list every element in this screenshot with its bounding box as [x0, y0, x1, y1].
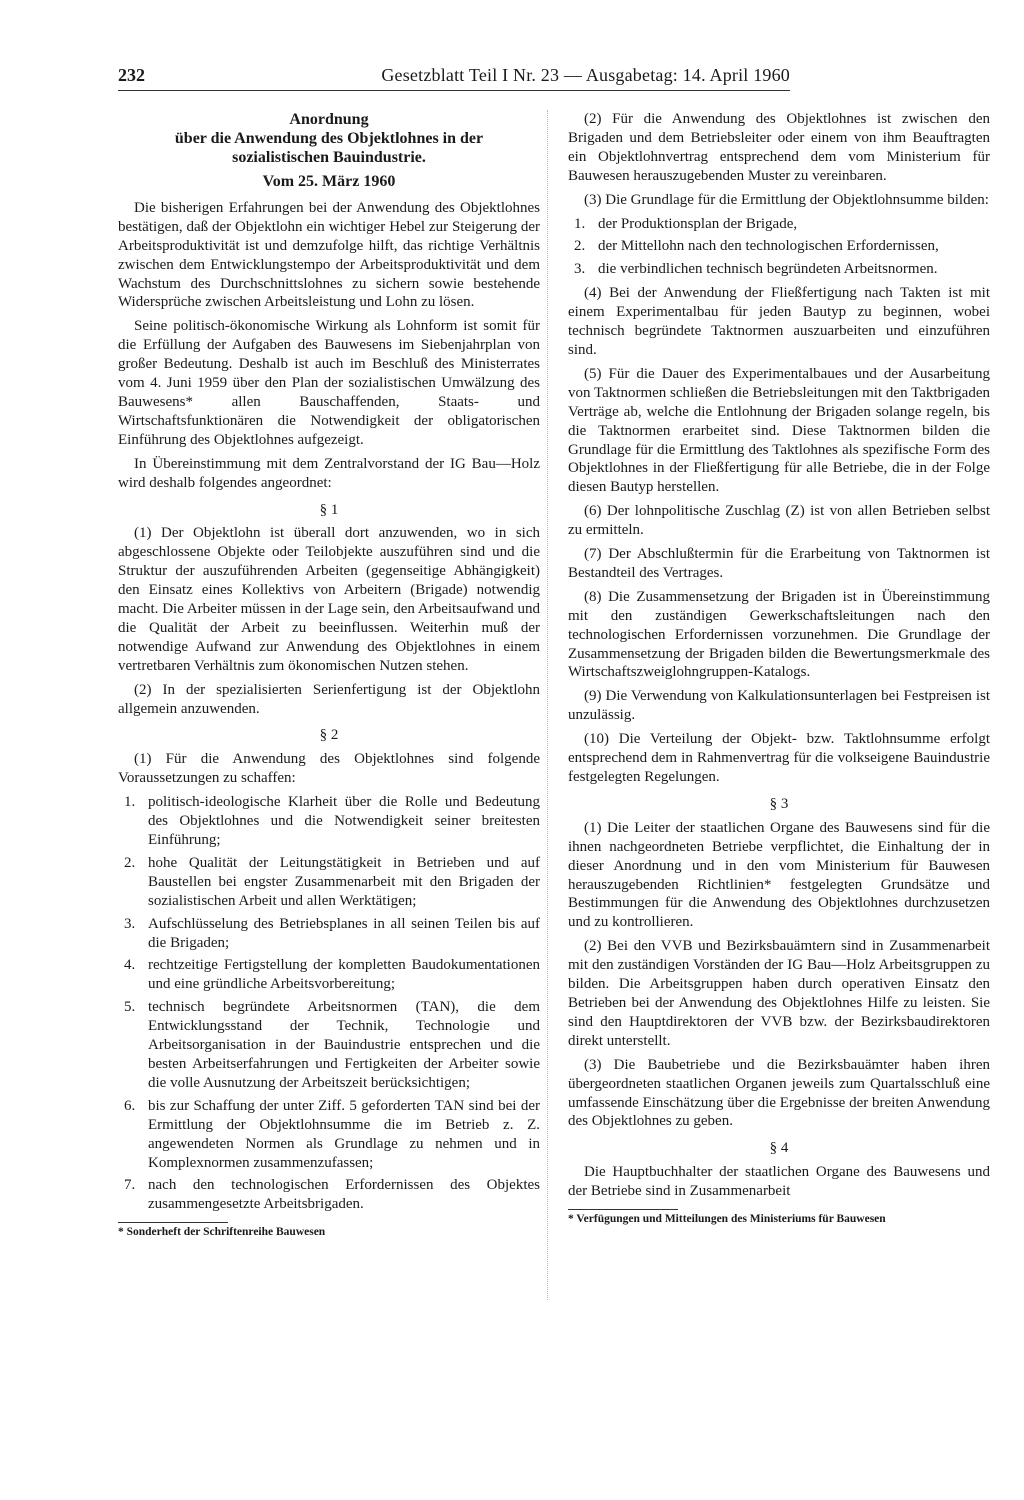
section-paragraph: (4) Bei der Anwendung der Fließfertigung nach Takten ist mit einem Experimentalbau für jeden Bautyp zu beginnen, wobei technisch begründete Taktnormen auszuarbeiten und einzuführen sind.: [568, 285, 990, 358]
section-paragraph: Die Hauptbuchhalter der staatlichen Organe des Bauwesens und der Betriebe sind in Zusammenarbeit: [568, 1164, 990, 1200]
list-text: der Produktionsplan der Brigade,: [598, 215, 798, 232]
list-text: nach den technologischen Erfordernissen des Objektes zusammengesetzte Arbeitsbrigaden.: [148, 1177, 540, 1213]
footnote: * Verfügungen und Mitteilungen des Ministeriums für Bauwesen: [568, 1213, 886, 1226]
section-heading-1: § 1: [319, 501, 339, 518]
list-number: 2.: [124, 854, 136, 871]
section-paragraph: (9) Die Verwendung von Kalkulationsunterlagen bei Festpreisen ist unzulässig.: [568, 688, 990, 724]
ordinance-date: Vom 25. März 1960: [262, 173, 396, 190]
list-text: rechtzeitige Fertigstellung der kompletten Baudokumentationen und eine gründliche Arbeitsvorbereitung;: [148, 957, 540, 993]
list-text: technisch begründete Arbeitsnormen (TAN), die dem Entwicklungsstand der Technik, Technologie und Arbeitsorganisation in der Bauindustrie entsprechen und die besten Arbeitserfahrungen und Fertigkeiten der Arbeiter sowie die volle Ausnutzung der Arbeitszeit berücksichtigen;: [148, 999, 540, 1091]
list-number: 6.: [124, 1097, 136, 1114]
list-text: bis zur Schaffung der unter Ziff. 5 geforderten TAN sind bei der Ermittlung der Objektlohnsumme die im Betrieb z. Z. angewendeten Normen als Grundlage zu nehmen und in Komplexnormen zusammenzufassen;: [148, 1097, 540, 1171]
list-item: [118, 998, 540, 1093]
section-paragraph: (2) Bei den VVB und Bezirksbauämtern sind in Zusammenarbeit mit den zuständigen Vorständen der IG Bau—Holz Arbeitsgruppen zu bilden. Die Arbeitsgruppen haben durch operativen Einsatz den Betrieben bei der Anwendung des Objektlohnes Hilfe zu leisten. Sie sind den Hauptdirektoren der VVB bzw. der Bezirksbaudirektoren direkt unterstellt.: [568, 938, 990, 1049]
footnote: * Sonderheft der Schriftenreihe Bauwesen: [118, 1226, 326, 1239]
list-number: 1.: [124, 794, 136, 811]
list-item: [118, 1097, 540, 1173]
section-paragraph: (1) Der Objektlohn ist überall dort anzuwenden, wo in sich abgeschlossene Objekte oder Teilobjekte auszuführen sind und die Struktur der auszuführenden Arbeiten (gegenseitige Abhängigkeit) den Einsatz eines Kollektivs von Arbeitern (Brigade) notwendig macht. Die Arbeiter müssen in der Lage sein, den Arbeitsaufwand und die Qualität der Arbeit zu beeinflussen. Weiterhin muß der notwendige Aufwand zur Anwendung des Objektlohnes in einem vertretbaren Verhältnis zum ökonomischen Nutzen stehen.: [118, 525, 540, 674]
section-paragraph: (10) Die Verteilung der Objekt- bzw. Taktlohnsumme erfolgt entsprechend dem in Rahmenvertrag für die volkseigene Bauindustrie festgelegten Regelungen.: [568, 731, 990, 785]
list-text: die verbindlichen technisch begründeten Arbeitsnormen.: [598, 261, 938, 278]
section-paragraph: (3) Die Baubetriebe und die Bezirksbauämter haben ihren übergeordneten staatlichen Organen jeweils zum Quartalsschluß eine umfassende Einschätzung über die Ergebnisse der breiten Anwendung des Objektlohnes zu geben.: [568, 1056, 990, 1130]
ordinance-title: [118, 110, 540, 167]
section-paragraph: (1) Die Leiter der staatlichen Organe des Bauwesens sind für die ihnen nachgeordneten Betriebe verpflichtet, die Einhaltung der in dieser Anordnung und in den vom Ministerium für Bauwesen herauszugebenden Richtlinien* festgelegten Grundsätze und Bestimmungen für die Anwendung des Objektlohnes durchzusetzen und zu kontrollieren.: [568, 819, 990, 931]
list-item: [118, 1176, 540, 1214]
section-heading-3: § 3: [769, 795, 789, 812]
title-line: Anordnung: [289, 111, 369, 128]
title-line: über die Anwendung des Objektlohnes in der: [174, 130, 484, 147]
section-paragraph: (8) Die Zusammensetzung der Brigaden ist in Übereinstimmung mit den zuständigen Gewerkschaftsleitungen nach den technologischen Erfordernissen vorzunehmen. Die Grundlage der Zusammensetzung der Brigaden bilden die Bewertungsmerkmale des Wirtschaftszweiglohngruppen-Katalogs.: [568, 588, 990, 681]
right-column: [568, 110, 990, 1226]
section-paragraph: (3) Die Grundlage für die Ermittlung der Objektlohnsumme bilden:: [584, 191, 989, 208]
basis-list: [568, 215, 990, 280]
list-item: [568, 237, 990, 256]
list-item: [118, 793, 540, 850]
title-line: sozialistischen Bauindustrie.: [232, 149, 426, 166]
list-number: 3.: [574, 261, 586, 278]
list-number: 7.: [124, 1177, 136, 1194]
section-paragraph: (2) In der spezialisierten Serienfertigung ist der Objektlohn allgemein anzuwenden.: [118, 681, 540, 717]
page-number: 232: [118, 65, 145, 85]
list-number: 5.: [124, 999, 136, 1016]
section-paragraph: (5) Für die Dauer des Experimentalbaues und der Ausarbeitung von Taktnormen schließen die Betriebsleitungen mit den Taktbrigaden Verträge ab, welche die Entlohnung der Brigaden solange regeln, bis die Taktnormen erarbeitet sind. Diese Taktnormen bilden die Grundlage für die Ermittlung des Taktlohnes als spezifische Form des Objektlohnes in der Fließfertigung für alle Betriebe, die in der Folge diesen Bautyp herstellen.: [568, 365, 990, 496]
list-number: 3.: [124, 915, 136, 932]
preamble-paragraph: Die bisherigen Erfahrungen bei der Anwendung des Objektlohnes bestätigen, daß der Objektlohn ein wichtiger Hebel zur Steigerung der Arbeitsproduktivität ist und demzufolge hilft, das richtige Verhältnis zwischen dem Entwicklungstempo der Arbeitsproduktivität und dem Wachstum des Durchschnittslohnes zu sichern sowie bestehende Widersprüche zwischen Arbeitsleistung und Lohn zu lösen.: [118, 199, 540, 311]
list-item: [118, 956, 540, 994]
list-text: politisch-ideologische Klarheit über die Rolle und Bedeutung des Objektlohnes und die Notwendigkeit seiner breitesten Einführung;: [148, 794, 540, 848]
list-item: [568, 215, 990, 234]
section-paragraph: (7) Der Abschlußtermin für die Erarbeitung von Taktnormen ist Bestandteil des Vertrages.: [568, 546, 990, 581]
section-paragraph: (6) Der lohnpolitische Zuschlag (Z) ist von allen Betrieben selbst zu ermitteln.: [568, 503, 990, 539]
list-item: [118, 915, 540, 953]
list-item: [118, 854, 540, 911]
footnote-rule: [118, 1222, 228, 1223]
preamble-paragraph: Seine politisch-ökonomische Wirkung als Lohnform ist somit für die Erfüllung der Aufgaben des Bauwesens im Siebenjahrplan von großer Bedeutung. Deshalb ist auch im Beschluß des Ministerrates vom 4. Juni 1959 über den Plan der sozialistischen Umwälzung des Bauwesens* allen Bauschaffenden, Staats- und Wirtschaftsfunktionären die Notwendigkeit der obligatorischen Einführung des Objektlohnes aufgezeigt.: [118, 318, 540, 448]
list-text: der Mittellohn nach den technologischen Erfordernissen,: [598, 238, 939, 255]
prerequisites-list: [118, 793, 540, 1214]
left-column: [118, 110, 540, 1239]
section-paragraph: (1) Für die Anwendung des Objektlohnes sind folgende Voraussetzungen zu schaffen:: [118, 751, 540, 787]
list-text: hohe Qualität der Leitungstätigkeit in Betrieben und auf Baustellen bei engster Zusammenarbeit mit den Brigaden der sozialistischen Arbeit und allen Werktätigen;: [148, 854, 540, 909]
footnote-rule: [568, 1209, 678, 1210]
list-number: 1.: [574, 215, 586, 232]
column-divider: [547, 110, 548, 1300]
preamble-paragraph: In Übereinstimmung mit dem Zentralvorstand der IG Bau—Holz wird deshalb folgendes angeordnet:: [118, 455, 540, 491]
list-item: [568, 260, 990, 279]
section-heading-2: § 2: [319, 727, 339, 744]
gazette-title: Gesetzblatt Teil I Nr. 23 — Ausgabetag: 14. April 1960: [381, 65, 790, 85]
page-header: [118, 64, 790, 91]
list-number: 4.: [124, 957, 136, 974]
section-paragraph: (2) Für die Anwendung des Objektlohnes ist zwischen den Brigaden und dem Betriebsleiter oder einem von ihm Beauftragten ein Objektlohnvertrag entsprechend dem vom Ministerium für Bauwesen herauszugebenden Muster zu vereinbaren.: [568, 111, 990, 184]
list-number: 2.: [574, 238, 586, 255]
list-text: Aufschlüsselung des Betriebsplanes in all seinen Teilen bis auf die Brigaden;: [148, 915, 540, 951]
section-heading-4: § 4: [769, 1140, 789, 1157]
